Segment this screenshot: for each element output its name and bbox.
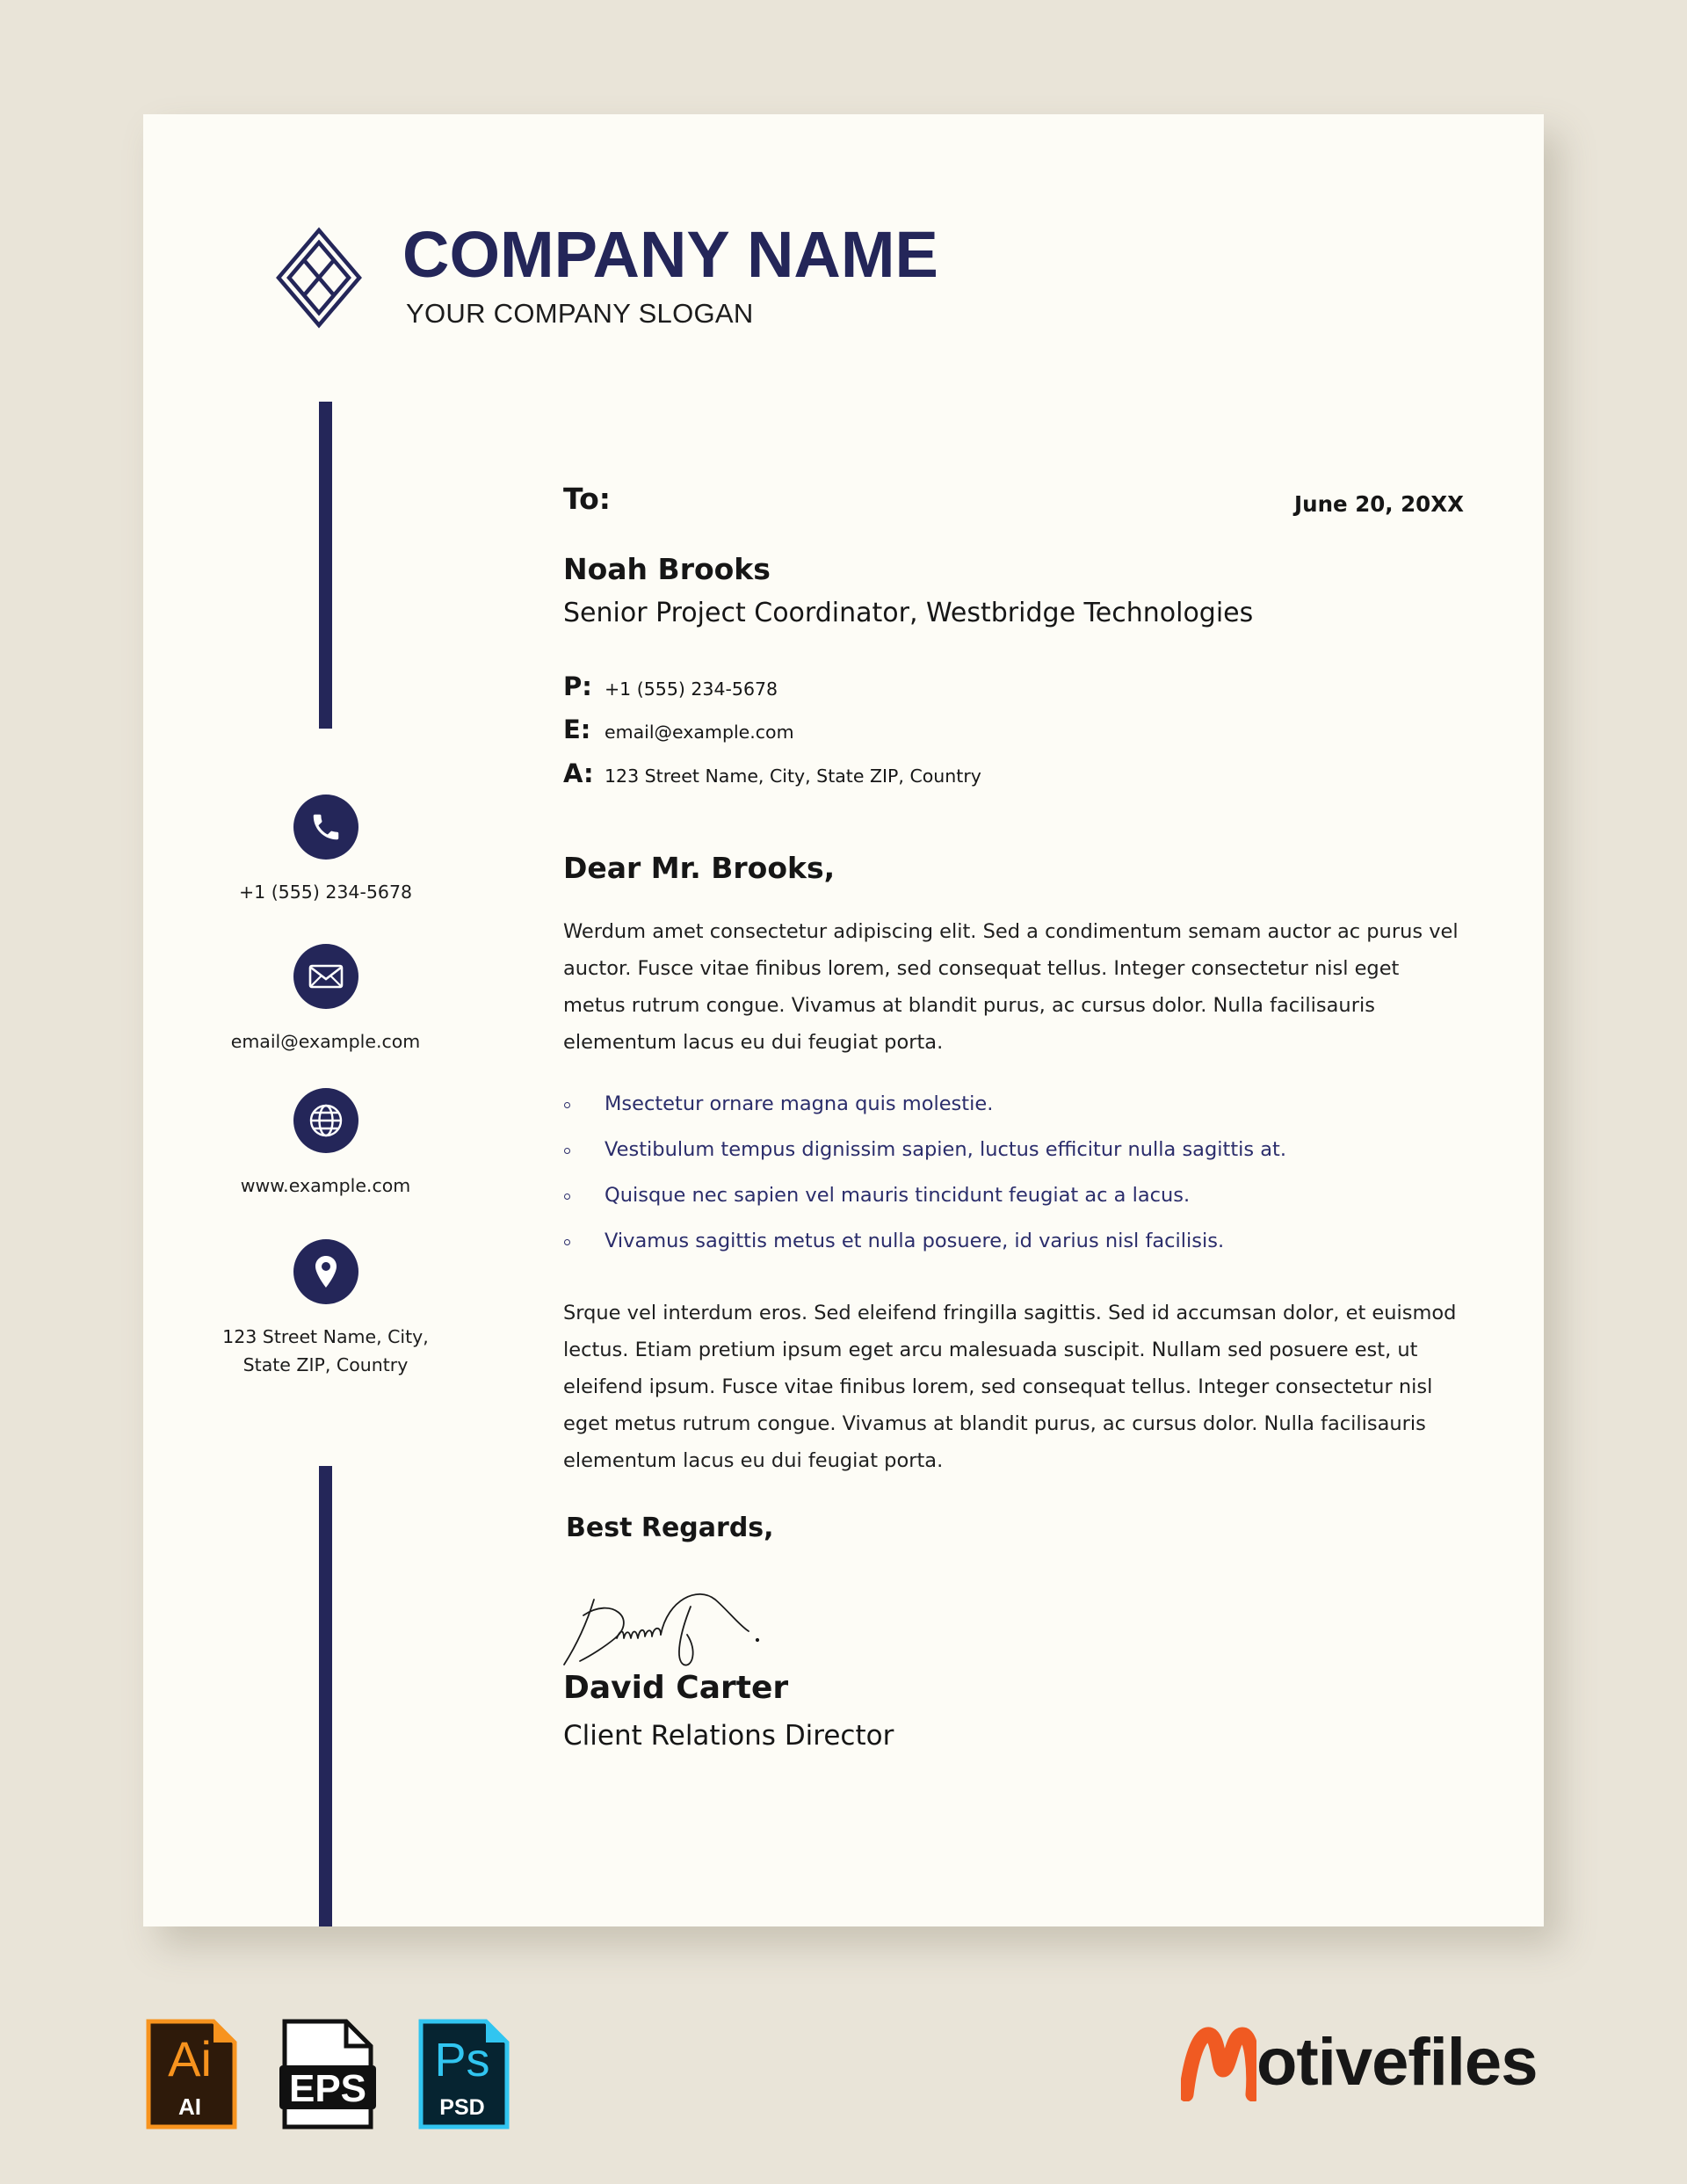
phone-key: P: <box>563 671 592 701</box>
ps-glyph: Ps <box>434 2034 490 2086</box>
globe-icon <box>293 1088 358 1153</box>
sidebar-address-text <box>214 1322 438 1380</box>
illustrator-file-icon <box>143 2016 240 2136</box>
recipient-phone: +1 (555) 234-5678 <box>605 678 778 700</box>
to-label: To: <box>563 482 611 516</box>
sidebar-item-phone <box>214 795 438 907</box>
recipient-email: email@example.com <box>605 722 794 743</box>
sidebar-item-email <box>214 944 438 1056</box>
body-paragraph-2: Srque vel interdum eros. Sed eleifend fringilla sagittis. Sed id accumsan dolor, et euismod lectus. Etiam pretium ipsum eget arcu malesuada suscipit. Nullam sed posuere est, ut eleifend ipsum. Fusce vitae finibus lorem, sed consequat tellus. Integer consectetur nisl eget metus rutrum congue. Vivamus at blandit purus, ac cursus dolor. Nulla facilisauris elementum lacus eu dui feugiat porta. <box>563 1302 1457 1472</box>
sidebar-divider-top <box>319 402 332 729</box>
envelope-icon <box>293 944 358 1009</box>
sidebar-address-line1: 123 Street Name, City, <box>222 1326 429 1347</box>
body-paragraph-1: Werdum amet consectetur adipiscing elit. Sed a condimentum semam auctor ac purus vel auctor. Fusce vitae finibus lorem, sed consequat tellus. Integer consectetur nisl eget metus rutrum congue. Vivamus at blandit purus, ac cursus dolor. Nulla facilisauris elementum lacus eu dui feugiat porta. <box>563 920 1459 1054</box>
sidebar-item-website <box>214 1088 438 1201</box>
recipient-phone-row <box>563 671 778 701</box>
map-pin-icon <box>293 1239 358 1304</box>
sidebar-item-address <box>214 1239 438 1380</box>
address-key: A: <box>563 758 594 788</box>
letter-date: June 20, 20XX <box>1294 491 1464 517</box>
motivefiles-logo <box>1181 2022 1537 2101</box>
list-item: Quisque nec sapien vel mauris tincidunt feugiat ac a lacus. <box>563 1172 1459 1218</box>
company-slogan: YOUR COMPANY SLOGAN <box>406 298 754 329</box>
sidebar-address-line2: State ZIP, Country <box>243 1354 409 1375</box>
recipient-address-row <box>563 758 981 788</box>
list-item: Vestibulum tempus dignissim sapien, luctus efficitur nulla sagittis at. <box>563 1127 1459 1172</box>
phone-icon <box>293 795 358 860</box>
salutation: Dear Mr. Brooks, <box>563 851 836 885</box>
psd-label: PSD <box>439 2095 485 2120</box>
list-item: Msectetur ornare magna quis molestie. <box>563 1081 1459 1127</box>
sidebar-website-text: www.example.com <box>240 1175 411 1196</box>
brand-wordmark: otivefiles <box>1256 2024 1538 2100</box>
list-item: Vivamus sagittis metus et nulla posuere, id varius nisl facilisis. <box>563 1218 1459 1264</box>
signature-image <box>559 1580 770 1677</box>
eps-glyph: EPS <box>288 2067 367 2110</box>
closing: Best Regards, <box>566 1513 774 1543</box>
sidebar-divider-bottom <box>319 1466 332 1926</box>
signer-title: Client Relations Director <box>563 1720 894 1752</box>
bullet-list <box>563 1081 1459 1264</box>
eps-file-icon <box>279 2016 376 2136</box>
brand-m-mark <box>1181 2022 1256 2101</box>
photoshop-file-icon <box>416 2016 512 2136</box>
company-logo-icon <box>275 227 363 329</box>
recipient-name: Noah Brooks <box>563 552 771 586</box>
sidebar-phone-text: +1 (555) 234-5678 <box>238 882 413 903</box>
email-key: E: <box>563 715 591 744</box>
letterhead-sheet <box>143 114 1544 1926</box>
recipient-email-row <box>563 715 794 744</box>
signer-name: David Carter <box>563 1670 789 1706</box>
ai-label: AI <box>178 2093 201 2120</box>
recipient-address: 123 Street Name, City, State ZIP, Country <box>605 765 981 787</box>
recipient-title: Senior Project Coordinator, Westbridge Technologies <box>563 598 1254 628</box>
company-name: COMPANY NAME <box>402 218 938 291</box>
ai-glyph: Ai <box>168 2031 212 2086</box>
sidebar-email-text: email@example.com <box>230 1031 421 1052</box>
